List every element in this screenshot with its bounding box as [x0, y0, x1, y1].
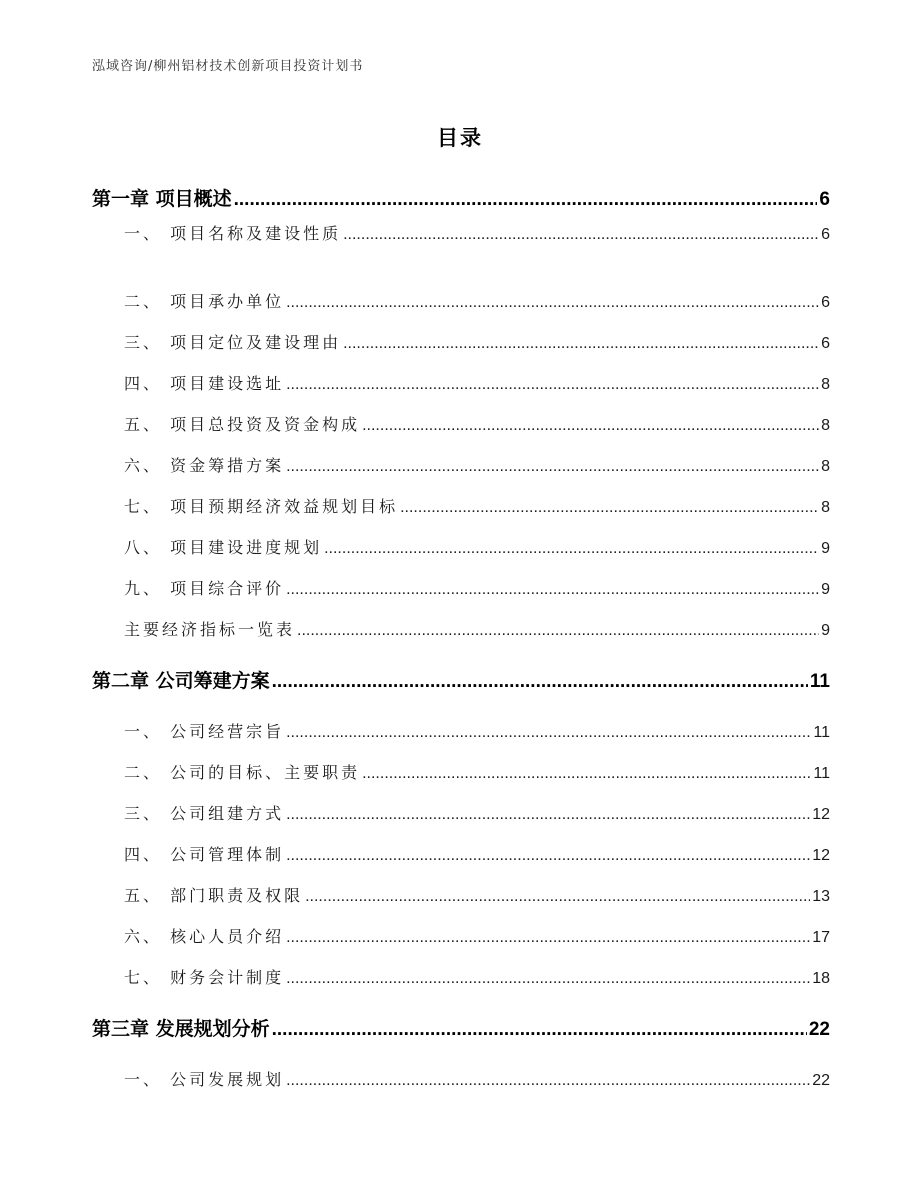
toc-entry-label: 六、 资金筹措方案 [124, 456, 285, 475]
toc-page-number: 11 [813, 765, 830, 782]
toc-entry-label: 七、 项目预期经济效益规划目标 [124, 497, 399, 516]
toc-entry-label: 第二章 公司筹建方案 [92, 670, 270, 692]
toc-entry-label: 四、 公司管理体制 [124, 845, 285, 864]
dot-leader [324, 538, 819, 558]
toc-entry-label: 第三章 发展规划分析 [92, 1018, 270, 1040]
toc-page-number: 6 [821, 226, 830, 243]
dot-leader [400, 497, 819, 517]
toc-section-1-2[interactable] [124, 289, 830, 312]
dot-leader [343, 224, 819, 244]
dot-leader [286, 456, 819, 476]
toc-entry-label: 第一章 项目概述 [92, 188, 232, 210]
dot-leader [272, 1018, 807, 1041]
toc-entry-label: 四、 项目建设选址 [124, 374, 285, 393]
toc-section-1-4[interactable] [124, 371, 830, 394]
dot-leader [362, 763, 811, 783]
dot-leader [286, 722, 811, 742]
dot-leader [286, 804, 810, 824]
dot-leader [286, 927, 810, 947]
toc-title: 目录 [437, 126, 483, 150]
toc-page-number: 9 [821, 581, 830, 598]
dot-leader [234, 188, 818, 211]
toc-section-2-5[interactable] [124, 883, 830, 906]
dot-leader [286, 845, 810, 865]
toc-page-number: 11 [809, 671, 830, 692]
toc-entry-label: 三、 项目定位及建设理由 [124, 333, 342, 352]
toc-page-number: 8 [821, 499, 830, 516]
toc-section-1-table[interactable] [124, 617, 830, 640]
toc-chapter-1[interactable] [92, 184, 830, 211]
toc-chapter-2[interactable] [92, 666, 830, 693]
toc-section-2-1[interactable] [124, 719, 830, 742]
toc-entry-label: 八、 项目建设进度规划 [124, 538, 323, 557]
toc-page-number: 9 [821, 540, 830, 557]
toc-section-2-6[interactable] [124, 924, 830, 947]
toc-entry-label: 七、 财务会计制度 [124, 968, 285, 987]
toc-entry-label: 六、 核心人员介绍 [124, 927, 285, 946]
toc-page-number: 11 [813, 724, 830, 741]
dot-leader [305, 886, 810, 906]
dot-leader [286, 292, 819, 312]
toc-page-number: 8 [821, 458, 830, 475]
toc-page-number: 13 [812, 888, 830, 905]
toc-section-1-5[interactable] [124, 412, 830, 435]
toc-page-number: 22 [808, 1019, 830, 1040]
toc-entry-label: 一、 公司经营宗旨 [124, 722, 285, 741]
toc-entry-label: 三、 公司组建方式 [124, 804, 285, 823]
toc-section-1-6[interactable] [124, 453, 830, 476]
toc-page-number: 6 [821, 294, 830, 311]
toc-page-number: 9 [821, 622, 830, 639]
toc-section-1-8[interactable] [124, 535, 830, 558]
dot-leader [286, 1070, 810, 1090]
toc-page-number: 18 [812, 970, 830, 987]
toc-section-1-3[interactable] [124, 330, 830, 353]
toc-page-number: 8 [821, 376, 830, 393]
dot-leader [297, 620, 819, 640]
toc-section-1-9[interactable] [124, 576, 830, 599]
toc-entry-label: 九、 项目综合评价 [124, 579, 285, 598]
toc-page-number: 6 [819, 189, 830, 210]
toc-section-2-7[interactable] [124, 965, 830, 988]
dot-leader [286, 374, 819, 394]
toc-entry-label: 二、 项目承办单位 [124, 292, 285, 311]
toc-page-number: 12 [812, 806, 830, 823]
dot-leader [272, 670, 808, 693]
toc-entry-label: 五、 项目总投资及资金构成 [124, 415, 361, 434]
toc-entry-label: 二、 公司的目标、主要职责 [124, 763, 361, 782]
toc-page-number: 22 [812, 1072, 830, 1089]
toc-page-number: 12 [812, 847, 830, 864]
dot-leader [286, 579, 819, 599]
toc-entry-label: 一、 项目名称及建设性质 [124, 224, 342, 243]
dot-leader [362, 415, 819, 435]
toc-chapter-3[interactable] [92, 1014, 830, 1041]
toc-section-2-3[interactable] [124, 801, 830, 824]
dot-leader [286, 968, 810, 988]
toc-entry-label: 主要经济指标一览表 [124, 620, 296, 639]
toc-page-number: 17 [812, 929, 830, 946]
dot-leader [343, 333, 819, 353]
toc-section-1-1[interactable] [124, 221, 830, 244]
toc-entry-label: 五、 部门职责及权限 [124, 886, 304, 905]
toc-page-number: 6 [821, 335, 830, 352]
toc-page-number: 8 [821, 417, 830, 434]
toc-section-2-4[interactable] [124, 842, 830, 865]
toc-section-3-1[interactable] [124, 1067, 830, 1090]
toc-section-1-7[interactable] [124, 494, 830, 517]
toc-section-2-2[interactable] [124, 760, 830, 783]
toc-entry-label: 一、 公司发展规划 [124, 1070, 285, 1089]
running-header: 泓域咨询/柳州铝材技术创新项目投资计划书 [92, 59, 364, 74]
